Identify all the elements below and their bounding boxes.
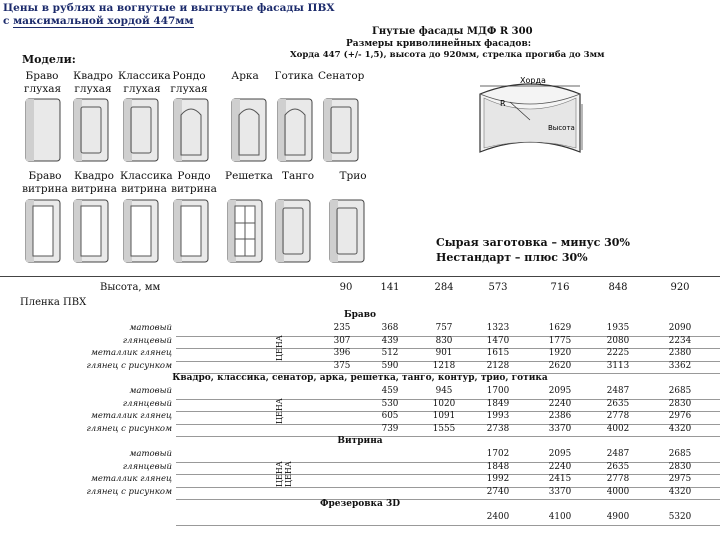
model-name: Сенатор	[318, 70, 365, 82]
price-cell: 1091	[432, 411, 456, 421]
price-cell: 4100	[548, 512, 572, 522]
facade-door-image	[72, 97, 110, 163]
facade-door-image	[230, 97, 268, 163]
subtitle-underlined: максимальной хордой 447мм	[13, 15, 194, 27]
diagram-height-label: Высота	[548, 124, 575, 132]
price-cell: 4000	[606, 486, 630, 497]
price-cell: 530	[381, 398, 399, 409]
price-cell: 757	[435, 323, 453, 333]
model-label-row2-6	[334, 170, 372, 183]
price-cell: 1992	[486, 474, 510, 484]
finish-label: глянцевый	[122, 398, 172, 409]
price-cell: 2487	[606, 449, 630, 459]
section-title-1: Квадро, классика, сенатор, арка, решетка, танго, контур, трио, готика	[172, 373, 548, 383]
finish-label: металлик глянец	[90, 411, 172, 421]
subtitle-prefix: с	[3, 15, 14, 27]
finish-label: глянец с рисунком	[86, 423, 172, 434]
price-cell: 1020	[432, 398, 456, 409]
finish-label: матовый	[129, 386, 172, 396]
sheet-subtitle	[3, 15, 194, 27]
price-cell: 830	[435, 335, 453, 346]
price-cell: 3370	[548, 486, 572, 497]
price-cell: 2095	[548, 449, 572, 459]
diagram-radius-label: R	[500, 99, 506, 108]
model-label-2	[118, 70, 171, 96]
model-label-row2-0	[22, 170, 68, 196]
price-label: ЦЕНА ЦЕНА	[275, 461, 293, 487]
price-cell: 1470	[486, 335, 510, 346]
price-label: ЦЕНА	[275, 398, 284, 424]
price-cell: 2415	[548, 474, 572, 484]
model-variant: витрина	[171, 183, 217, 195]
price-cell: 2240	[548, 461, 572, 472]
price-cell: 459	[381, 386, 399, 396]
price-cell: 2095	[548, 386, 572, 396]
model-label-0	[24, 70, 60, 96]
model-label-5	[272, 70, 316, 83]
model-label-row2-2	[120, 170, 173, 196]
height-header-3: 573	[488, 282, 508, 293]
price-cell: 4320	[668, 423, 692, 434]
price-cell: 1629	[548, 323, 572, 333]
price-cell: 2685	[668, 449, 692, 459]
price-cell: 1920	[548, 348, 572, 358]
price-cell: 1848	[486, 461, 510, 472]
price-cell: 307	[333, 335, 351, 346]
section-title-3: Фрезеровка 3D	[319, 499, 401, 509]
finish-label: глянцевый	[122, 335, 172, 346]
section-title-2: Витрина	[337, 436, 383, 446]
finish-label: глянец с рисунком	[86, 360, 172, 371]
price-label: ЦЕНА	[275, 335, 284, 361]
model-name: Готика	[274, 70, 314, 82]
facade-door-image	[24, 97, 62, 163]
price-cell: 3370	[548, 423, 572, 434]
model-label-6	[318, 70, 364, 83]
finish-label: матовый	[129, 449, 172, 459]
price-cell: 512	[381, 348, 399, 358]
sheet-title: Цены в рублях на вогнутые и выгнутые фасады ПВХ	[3, 2, 335, 14]
price-cell: 1702	[486, 449, 510, 459]
price-cell: 2090	[668, 323, 692, 333]
price-cell: 1775	[548, 335, 572, 346]
model-variant: глухая	[170, 83, 208, 95]
price-cell: 1849	[486, 398, 510, 409]
finish-label: матовый	[129, 323, 172, 333]
price-cell: 2635	[606, 398, 630, 409]
price-cell: 605	[381, 411, 399, 421]
price-cell: 4002	[606, 423, 630, 434]
model-label-row2-4	[224, 170, 274, 183]
facade-door-image	[72, 198, 110, 264]
price-cell: 2778	[606, 474, 630, 484]
model-label-1	[70, 70, 116, 96]
price-cell: 368	[381, 323, 399, 333]
price-cell: 1323	[486, 323, 510, 333]
price-cell: 590	[381, 360, 399, 371]
model-name: Классика	[120, 170, 173, 182]
model-variant: Решетка	[225, 170, 273, 182]
height-header-4: 716	[550, 282, 570, 293]
price-cell: 1555	[432, 423, 456, 434]
bent-facade-diagram	[470, 74, 590, 164]
price-cell: 739	[381, 423, 399, 434]
price-cell: 3362	[668, 360, 692, 371]
model-variant: глухая	[74, 83, 112, 95]
model-name: Браво	[25, 70, 59, 82]
facade-door-image	[274, 198, 312, 264]
price-cell: 2240	[548, 398, 572, 409]
model-name: Классика	[118, 70, 171, 82]
price-cell: 439	[381, 335, 399, 346]
model-name: Арка	[231, 70, 259, 82]
price-cell: 1993	[486, 411, 510, 421]
model-label-row2-3	[170, 170, 218, 196]
model-variant: Трио	[339, 170, 367, 182]
model-label-row2-5	[280, 170, 316, 183]
models-label: Модели:	[22, 53, 76, 66]
finish-label: глянцевый	[122, 461, 172, 472]
price-cell: 2685	[668, 386, 692, 396]
table-top-border	[0, 276, 720, 277]
bend-chord-spec: Хорда 447 (+/- 1,5), высота до 920мм, стрелка прогиба до 3мм	[290, 50, 605, 60]
price-cell: 2740	[486, 486, 510, 497]
finish-label: металлик глянец	[90, 348, 172, 358]
price-cell: 375	[333, 360, 351, 371]
price-cell: 2738	[486, 423, 510, 434]
price-cell: 2830	[668, 461, 692, 472]
facade-door-image	[328, 198, 366, 264]
bend-sizes-label: Размеры криволинейных фасадов:	[346, 39, 532, 49]
model-name: Квадро	[73, 70, 113, 82]
height-header-6: 920	[670, 282, 690, 293]
price-cell: 2975	[668, 474, 692, 484]
price-cell: 2830	[668, 398, 692, 409]
facade-door-image	[122, 198, 160, 264]
section-title-0: Браво	[343, 310, 377, 320]
facade-door-image	[276, 97, 314, 163]
price-cell: 1218	[432, 360, 456, 371]
facade-door-image	[122, 97, 160, 163]
facade-door-image	[322, 97, 360, 163]
raw-blank-note: Сырая заготовка – минус 30%	[436, 236, 630, 249]
model-label-4	[228, 70, 262, 83]
pricing-notes	[436, 235, 630, 265]
model-name: Рондо	[177, 170, 211, 182]
facade-door-image	[172, 198, 210, 264]
height-column-label: Высота, мм	[100, 282, 161, 293]
height-header-2: 284	[434, 282, 454, 293]
price-cell: 2080	[606, 335, 630, 346]
model-name: Браво	[28, 170, 62, 182]
price-cell: 2487	[606, 386, 630, 396]
price-cell: 2620	[548, 360, 572, 371]
model-variant: витрина	[71, 183, 117, 195]
price-cell: 1700	[486, 386, 510, 396]
height-header-1: 141	[380, 282, 400, 293]
price-cell: 4900	[606, 512, 630, 522]
price-cell: 3113	[606, 360, 630, 371]
price-cell: 2128	[486, 360, 510, 371]
nonstandard-note: Нестандарт – плюс 30%	[436, 251, 588, 264]
film-label: Пленка ПВХ	[20, 297, 87, 308]
finish-label: глянец с рисунком	[86, 486, 172, 497]
facade-door-image	[24, 198, 62, 264]
model-variant: витрина	[121, 183, 167, 195]
model-label-3	[168, 70, 210, 96]
price-cell: 2386	[548, 411, 572, 421]
diagram-chord-label: Хорда	[520, 76, 546, 85]
height-header-5: 848	[608, 282, 628, 293]
price-cell: 901	[435, 348, 453, 358]
height-header-0: 90	[339, 282, 353, 293]
price-cell: 2380	[668, 348, 692, 358]
price-cell: 2635	[606, 461, 630, 472]
price-cell: 2225	[606, 348, 630, 358]
facade-door-image	[172, 97, 210, 163]
price-cell: 2400	[486, 512, 510, 522]
model-variant: Танго	[281, 170, 315, 182]
row-divider	[176, 525, 720, 526]
facade-door-image	[226, 198, 264, 264]
price-cell: 235	[333, 323, 351, 333]
price-cell: 2234	[668, 335, 692, 346]
price-cell: 396	[333, 348, 351, 358]
model-name: Квадро	[74, 170, 114, 182]
finish-label: металлик глянец	[90, 474, 172, 484]
model-label-row2-1	[70, 170, 118, 196]
bend-title: Гнутые фасады МДФ R 300	[372, 26, 533, 37]
model-variant: глухая	[123, 83, 161, 95]
price-cell: 4320	[668, 486, 692, 497]
price-cell: 2778	[606, 411, 630, 421]
model-name: Рондо	[172, 70, 206, 82]
price-cell: 945	[435, 386, 453, 396]
price-cell: 1935	[606, 323, 630, 333]
price-cell: 1615	[486, 348, 510, 358]
price-cell: 5320	[668, 512, 692, 522]
model-variant: витрина	[22, 183, 68, 195]
model-variant: глухая	[24, 83, 62, 95]
price-cell: 2976	[668, 411, 692, 421]
